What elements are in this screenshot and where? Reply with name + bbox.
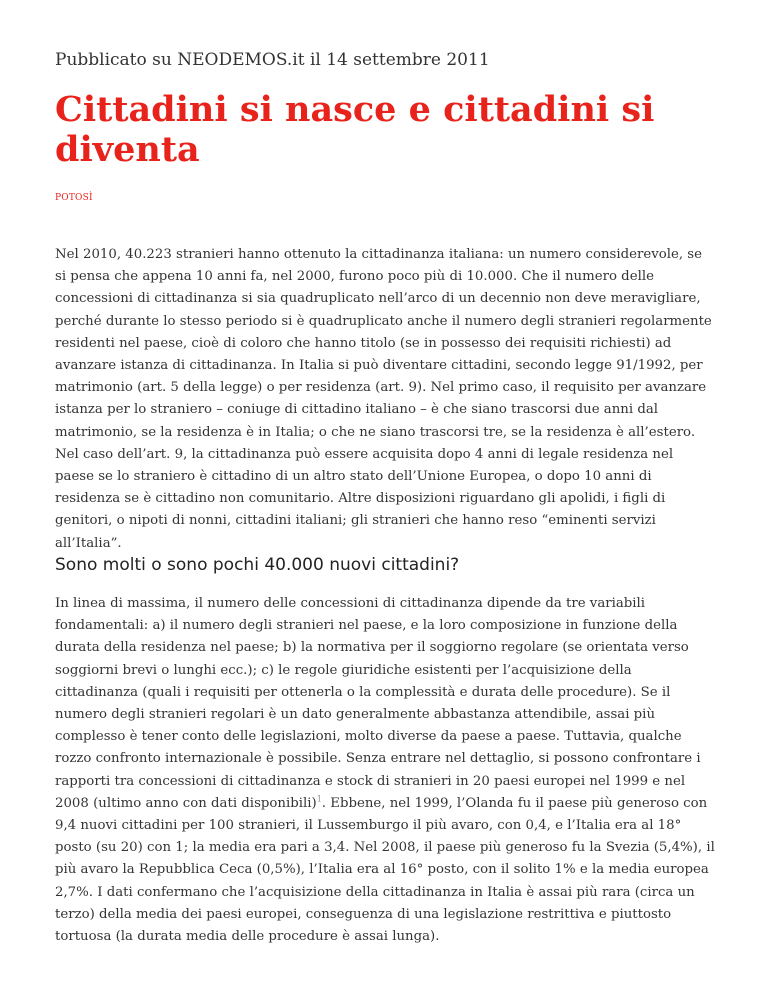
author-link[interactable]: POTOSÌ (55, 193, 93, 203)
body-text-part-1: In linea di massima, il numero delle concessioni di cittadinanza dipende da tre variabili fondamentali: a) il numero degli stranieri nel paese, e la loro composizione in funzione della durata della residenza nel paese; b) la normativa per il soggiorno regolare (se orientata verso soggiorni brevi o lunghi ecc.); c) le regole giuridiche esistenti per l’acquisizione della cittadinanza (quali i requisiti per ottenerla o la complessità e durata delle procedure). Se il numero degli stranieri regolari è un dato generalmente abbastanza attendibile, assai più complesso è tener conto delle legislazioni, molto diverse da paese a paese. Tuttavia, qualche rozzo confronto internazionale è possibile. Senza entrare nel dettaglio, si possono confrontare i rapporti tra concessioni di cittadinanza e stock di stranieri in 20 paesi europei nel 1999 e nel 2008 (ultimo anno con dati disponibili) (55, 596, 701, 811)
publication-line: Pubblicato su NEODEMOS.it il 14 settembre 2011 (55, 50, 490, 70)
footnote-reference[interactable]: 1 (316, 794, 322, 804)
intro-paragraph: Nel 2010, 40.223 stranieri hanno ottenuto la cittadinanza italiana: un numero considerevole, se si pensa che appena 10 anni fa, nel 2000, furono poco più di 10.000. Che il numero delle concessioni di cittadinanza si sia quadruplicato nell’arco di un decennio non deve meravigliare, perché durante lo stesso periodo si è quadruplicato anche il numero degli stranieri regolarmente residenti nel paese, cioè di coloro che hanno titolo (se in possesso dei requisiti richiesti) ad avanzare istanza di cittadinanza. In Italia si può diventare cittadini, secondo legge 91/1992, per matrimonio (art. 5 della legge) o per residenza (art. 9). Nel primo caso, il requisito per avanzare istanza per lo straniero – coniuge di cittadino italiano – è che siano trascorsi due anni dal matrimonio, se la residenza è in Italia; o che ne siano trascorsi tre, se la residenza è all’estero. Nel caso dell’art. 9, la cittadinanza può essere acquisita dopo 4 anni di legale residenza nel paese se lo straniero è cittadino di un altro stato dell’Unione Europea, o dopo 10 anni di residenza se è cittadino non comunitario. Altre disposizioni riguardano gli apolidi, i figli di genitori, o nipoti di nonni, cittadini italiani; gli stranieri che hanno reso “eminenti servizi all’Italia”. (55, 247, 712, 551)
body-text-part-2: . Ebbene, nel 1999, l’Olanda fu il paese più generoso con 9,4 nuovi cittadini per 100 stranieri, il Lussemburgo il più avaro, con 0,4, e l’Italia era al 18° posto (su 20) con 1; la media era pari a 3,4. Nel 2008, il paese più generoso fu la Svezia (5,4%), il più avaro la Repubblica Ceca (0,5%), l’Italia era al 16° posto, con il solito 1% e la media europea 2,7%. I dati confermano che l’acquisizione della cittadinanza in Italia è assai più rara (circa un terzo) della media dei paesi europei, conseguenza di una legislazione restrittiva e piuttosto tortuosa (la durata media delle procedure è assai lunga). (55, 795, 715, 945)
section-heading: Sono molti o sono pochi 40.000 nuovi cittadini? (55, 555, 460, 575)
body-paragraph (55, 593, 715, 948)
article-title: Cittadini si nasce e cittadini si diventa (55, 89, 655, 170)
